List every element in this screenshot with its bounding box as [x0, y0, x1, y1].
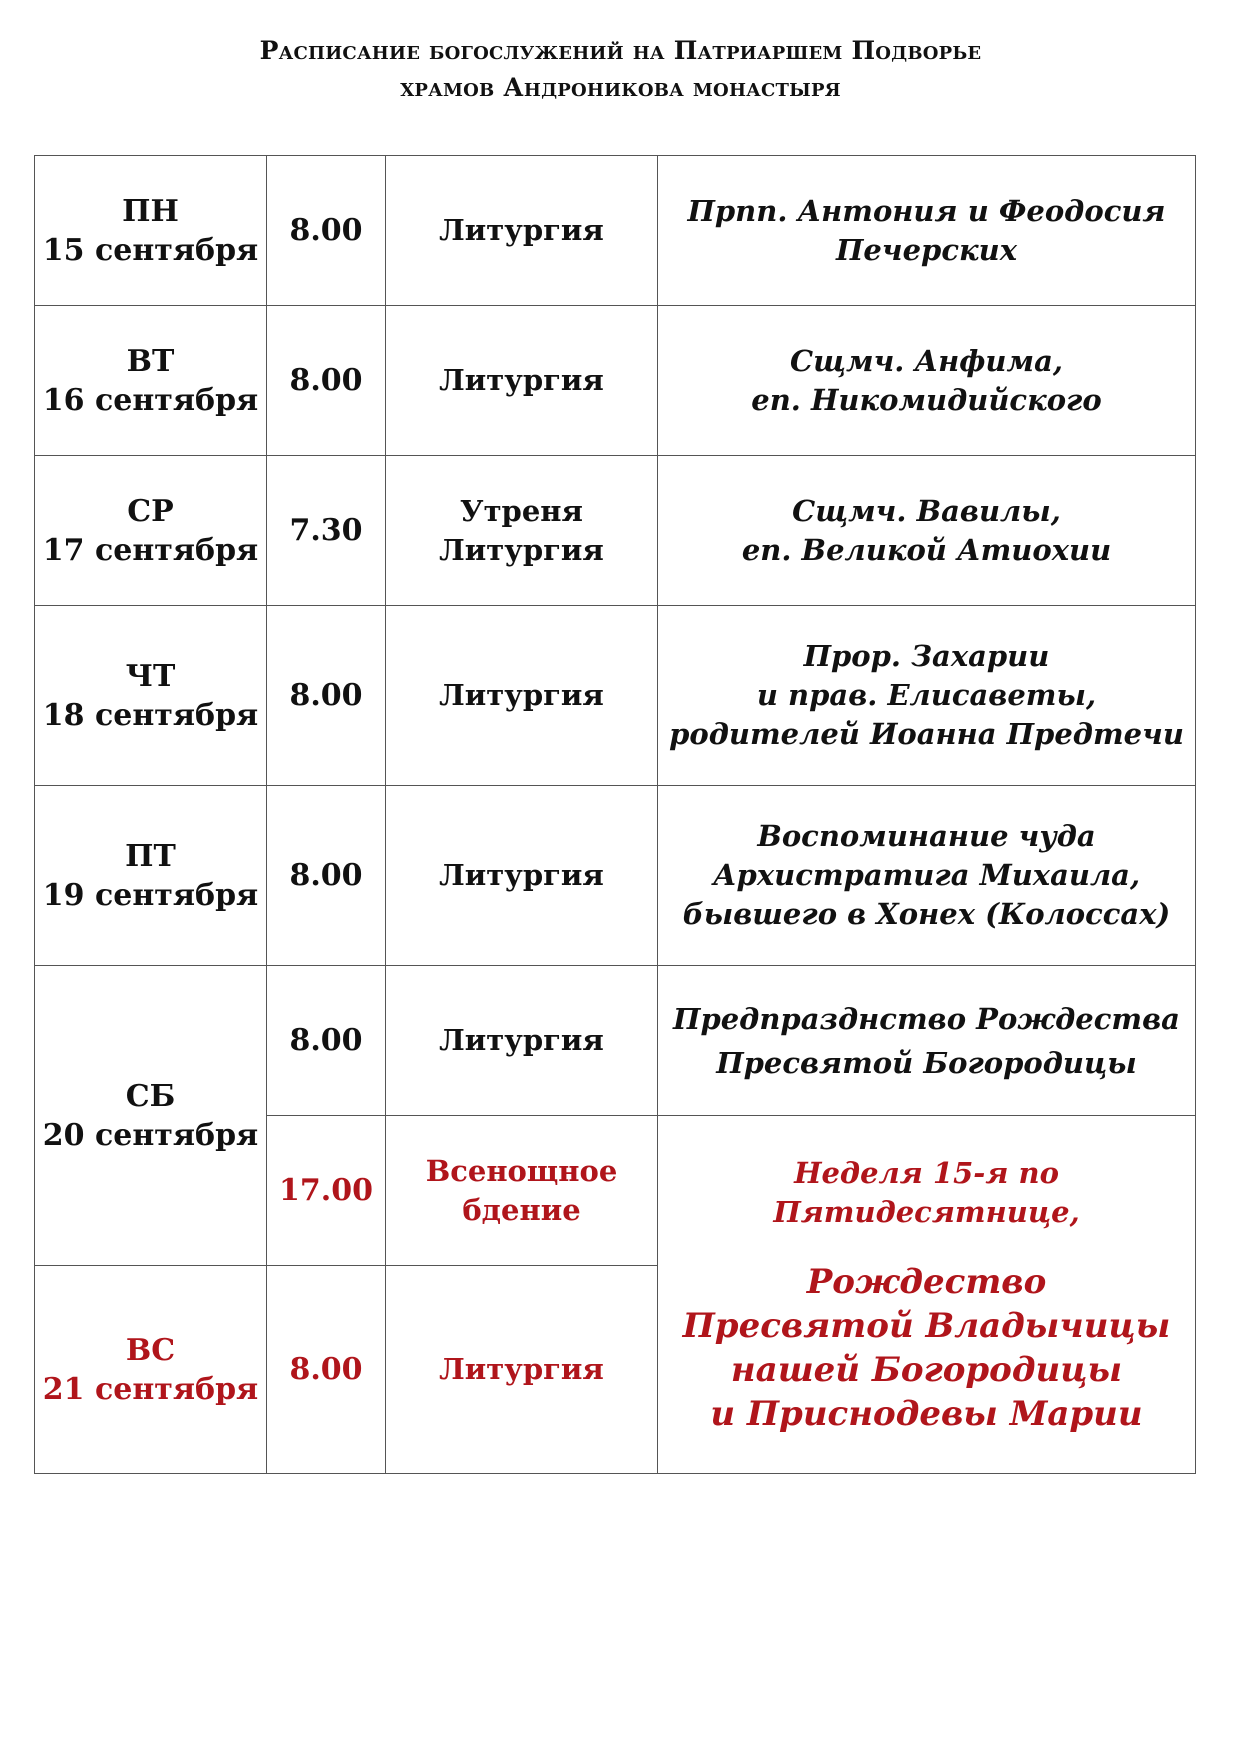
service-cell: Литургия	[386, 786, 658, 966]
table-row	[35, 786, 1196, 966]
time-cell: 8.00	[267, 966, 386, 1116]
date: 20 сентября	[42, 1117, 259, 1153]
feast-line: Прор. Захарии	[803, 639, 1050, 673]
feast-line: Прпп. Антония и Феодосия	[687, 193, 1166, 228]
weekday: ВТ	[126, 343, 175, 379]
feast-line: еп. Никомидийского	[751, 382, 1102, 417]
feast-cell	[658, 456, 1196, 606]
service-line: Утреня	[460, 493, 583, 528]
service-line: Литургия	[439, 532, 604, 567]
time-cell: 8.00	[267, 306, 386, 456]
service-cell	[386, 1116, 658, 1266]
weekday: ЧТ	[125, 658, 176, 694]
feast-cell	[658, 966, 1196, 1116]
feast-line: нашей Богородицы	[730, 1349, 1123, 1390]
feast-line: Пятидесятнице,	[773, 1194, 1080, 1229]
feast-line: Пресвятой Владычицы	[682, 1305, 1171, 1346]
feast-line: Неделя 15-я по	[794, 1155, 1059, 1190]
feast-line: Предпразднство Рождества	[673, 1001, 1180, 1036]
table-row	[35, 456, 1196, 606]
feast-line: и Приснодевы Марии	[710, 1393, 1143, 1434]
date: 15 сентября	[42, 232, 259, 268]
feast-cell	[658, 786, 1196, 966]
table-row	[35, 306, 1196, 456]
service-cell: Литургия	[386, 156, 658, 306]
service-line: Всенощное	[425, 1153, 618, 1188]
service-cell: Литургия	[386, 606, 658, 786]
table-row	[35, 156, 1196, 306]
service-cell: Литургия	[386, 1266, 658, 1474]
day-cell	[35, 156, 267, 306]
day-cell	[35, 966, 267, 1266]
feast-line: Печерских	[836, 232, 1017, 267]
service-cell: Литургия	[386, 306, 658, 456]
feast-cell	[658, 606, 1196, 786]
feast-line: Рождество	[806, 1261, 1047, 1302]
feast-cell	[658, 306, 1196, 456]
feast-cell-nativity	[658, 1116, 1196, 1474]
day-cell	[35, 456, 267, 606]
time-cell: 7.30	[267, 456, 386, 606]
feast-line: Воспоминание чуда	[757, 819, 1096, 853]
feast-line: еп. Великой Атиохии	[741, 532, 1112, 567]
day-cell	[35, 786, 267, 966]
date: 18 сентября	[42, 697, 259, 733]
weekday: СР	[127, 493, 174, 529]
day-cell	[35, 606, 267, 786]
service-cell	[386, 456, 658, 606]
feast-cell	[658, 156, 1196, 306]
date: 21 сентября	[42, 1371, 259, 1407]
feast-line: родителей Иоанна Предтечи	[669, 717, 1184, 751]
day-cell	[35, 1266, 267, 1474]
weekday: СБ	[125, 1078, 176, 1114]
time-cell: 8.00	[267, 156, 386, 306]
table-row	[35, 966, 1196, 1116]
weekday: ПН	[122, 193, 179, 229]
weekday: ПТ	[125, 838, 176, 874]
service-cell: Литургия	[386, 966, 658, 1116]
weekday: ВС	[125, 1332, 176, 1368]
date: 16 сентября	[42, 382, 259, 418]
time-cell: 8.00	[267, 786, 386, 966]
time-cell: 8.00	[267, 606, 386, 786]
feast-line: Сщмч. Анфима,	[790, 343, 1063, 378]
feast-line: бывшего в Хонех (Колоссах)	[682, 897, 1171, 931]
feast-line: Сщмч. Вавилы,	[792, 493, 1061, 528]
date: 19 сентября	[42, 877, 259, 913]
feast-line: и прав. Елисаветы,	[756, 678, 1097, 712]
table-row	[35, 606, 1196, 786]
date: 17 сентября	[42, 532, 259, 568]
page-title-line-1: Расписание богослужений на Патриаршем Подворье	[259, 36, 982, 65]
page-title-line-2: храмов Андроникова монастыря	[400, 73, 841, 102]
time-cell: 8.00	[267, 1266, 386, 1474]
schedule-table	[34, 155, 1196, 1474]
feast-line: Архистратига Михаила,	[712, 858, 1141, 892]
service-line: бдение	[462, 1192, 581, 1227]
day-cell	[35, 306, 267, 456]
feast-line: Пресвятой Богородицы	[716, 1045, 1137, 1080]
time-cell: 17.00	[267, 1116, 386, 1266]
